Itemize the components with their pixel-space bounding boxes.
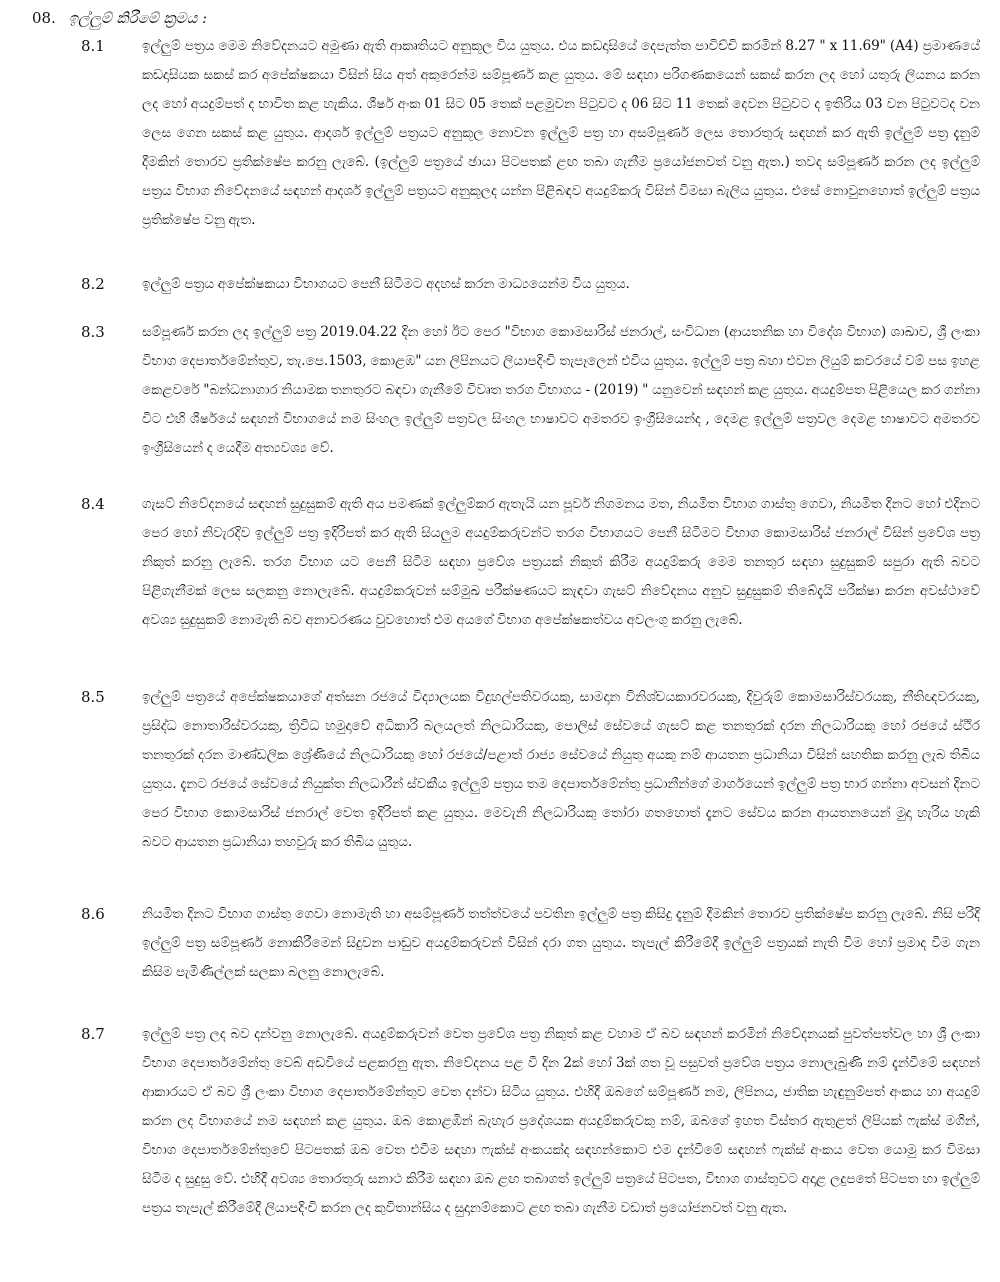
clause-number: 8.4	[81, 495, 105, 513]
clause-number: 8.1	[81, 37, 105, 55]
section-number: 08.	[32, 9, 56, 27]
clause-number: 8.6	[81, 905, 105, 923]
clause-number: 8.7	[81, 1025, 105, 1043]
clause-text: ඉල්ලුම් පත්‍රය අපේක්ෂකයා විභාගයට පෙනී සිටීමට අදහස් කරන මාධ්‍යයෙන්ම විය යුතුය.	[142, 276, 630, 292]
clause-text: ඉල්ලුම් පත්‍රය මෙම නිවේදනයට අමුණා ඇති ආකෘතියට අනුකූල විය යුතුය. එය කඩදාසියේ දෙපැත්ත පාවිච්චි කරමින් 8.27 " x 11.69" (A4) ප්‍රමාණයේ කඩදාසියක සකස් කර අපේක්ෂකයා විසින් සිය අත් අකුරෙන්ම සම්පූර්ණ කළ යුතුය. මේ සඳහා පරිගණකයෙන් සකස් කරන ලද හෝ යතුරු ලියනය කරන ලද හෝ අයදුම්පත් ද භාවිත කළ හැකිය. ශීර්ෂ අංක 01 සිට 05 තෙක් පළමුවන පිටුවට ද 06 සිට 11 තෙක් දෙවන පිටුවට ද ඉතිරිය 03 වන පිටුවටද වන ලෙස ගෙන සකස් කළ යුතුය. ආදර්ශ ඉල්ලුම් පත්‍රයට අනුකූල නොවන ඉල්ලුම් පත්‍ර හා අසම්පූර්ණ ලෙස තොරතුරු සඳහන් කර ඇති ඉල්ලුම් පත්‍ර දැනුම් දීමකින් තොරව ප්‍රතික්ෂේප කරනු ලැබේ. (ඉල්ලුම් පත්‍රයේ ඡායා පිටපතක් ළඟ තබා ගැනීම ප්‍රයෝජනවත් වනු ඇත.) තවද සම්පූර්ණ කරන ලද ඉල්ලුම් පත්‍රය විභාග නිවේදනයේ සඳහන් ආදර්ශ ඉල්ලුම් පත්‍රයට අනුකූලද යන්න පිළිබඳව අයදුම්කරු විසින් විමසා බැලිය යුතුය. එසේ නොවුනහොත් ඉල්ලුම් පත්‍රය ප්‍රතික්ෂේප වනු ඇත.	[142, 38, 980, 228]
clause-number: 8.5	[81, 688, 105, 706]
clause-text: සම්පූර්ණ කරන ලද ඉල්ලුම් පත්‍ර 2019.04.22 දින හෝ ඊට පෙර "විභාග කොමසාරිස් ජනරාල්, සංවිධාන (ආයතනික හා විදේශ විභාග) ශාඛාව, ශ්‍රී ලංකා විභාග දෙපාර්තමේන්තුව, තැ.පෙ.1503, කොළඹ" යන ලිපිනයට ලියාපදිංචි තැපෑලෙන් එවිය යුතුය. ඉල්ලුම් පත්‍ර බහා එවන ලියුම් කවරයේ වම් පස ඉහළ කෙළවරේ "බන්ධනාගාර නියාමක තනතුරට බඳවා ගැනීමේ විවෘත තරග විභාගය - (2019) " යනුවෙන් සඳහන් කළ යුතුය. අයදුම්පත පිළියෙල කර ගන්නා විට එහි ශීර්ෂයේ සඳහන් විභාගයේ නම සිංහල ඉල්ලුම් පත්‍රවල සිංහල භාෂාවට අමතරව ඉංග්‍රීසියෙන්ද , දෙමළ ඉල්ලුම් පත්‍රවල දෙමළ භාෂාවට අමතරව ඉංග්‍රීසියෙන් ද යෙදීම අත්‍යවශ්‍ය වේ.	[142, 324, 980, 456]
clause-number: 8.3	[81, 323, 105, 341]
section-title: ඉල්ලුම් කිරීමේ ක්‍රමය :	[68, 9, 208, 27]
clause-number: 8.2	[81, 275, 105, 293]
clause-text: ඉල්ලුම් පත්‍ර ලද බව දන්වනු නොලැබේ. අයදුම්කරුවන් වෙත ප්‍රවේශ පත්‍ර නිකුත් කළ වහාම ඒ බව සඳහන් කරමින් නිවේදනයක් පුවත්පත්වල හා ශ්‍රී ලංකා විභාග දෙපාර්තමේන්තු වෙබ් අඩවියේ පළකරනු ඇත. නිවේදනය පළ වී දින 2ක් හෝ 3ක් ගත වූ පසුවත් ප්‍රවේශ පත්‍රය නොලැබුණි නම් දැන්වීමේ සඳහන් ආකාරයට ඒ බව ශ්‍රී ලංකා විභාග දෙපාර්තමේන්තුව වෙත දන්වා සිටිය යුතුය. එහිදී ඔබගේ සම්පූර්ණ නම, ලිපිනය, ජාතික හැඳුනුම්පත් අංකය හා අයදුම් කරන ලද විභාගයේ නම සඳහන් කළ යුතුය. ඔබ කොළඹින් බැහැර ප්‍රදේශයක අයදුම්කරුවකු නම්, ඔබගේ ඉහත විස්තර ඇතුළත් ලිපියක් ෆැක්ස් මගින්, විභාග දෙපාර්තමේන්තුවේ පිටපතක් ඔබ වෙත එවීම සඳහා ෆැක්ස් අංකයක්ද සඳහන්කොට එම දැන්වීමේ සඳහන් ෆැක්ස් අංකය වෙත යොමු කර විමසා සිටීම ද සුදුසු වේ. එහිදී අවශ්‍ය තොරතුරු සනාථ කිරීම සඳහා ඔබ ළඟ තබාගත් ඉල්ලුම් පත්‍රයේ පිටපත, විභාග ගාස්තුවට අදාළ ලදුපතේ පිටපත හා ඉල්ලුම් පත්‍රය තැපැල් කිරීමේදී ලියාපදිංචි කරන ලද කුවිතාන්සිය ද සුදානම්කොට ළඟ තබා ගැනීම වඩාත් ප්‍රයෝජනවත් වනු ඇත.	[142, 1026, 980, 1216]
clause-text: නියමිත දිනට විභාග ගාස්තු ගෙවා නොමැති හා අසම්පූර්ණ තත්ත්වයේ පවතින ඉල්ලුම් පත්‍ර කිසිදු දැනුම් දීමකින් තොරව ප්‍රතික්ෂේප කරනු ලැබේ. නිසි පරිදි ඉල්ලුම් පත්‍ර සම්පූර්ණ නොකිරීමෙන් සිදුවන පාඩුව අයදුම්කරුවන් විසින් දරා ගත යුතුය. තැපැල් කිරීමේදී ඉල්ලුම් පත්‍රයක් නැති වීම හෝ ප්‍රමාද වීම ගැන කිසිම පැමිණිල්ලක් සලකා බලනු නොලැබේ.	[142, 906, 980, 980]
clause-text: ඉල්ලුම් පත්‍රයේ අපේක්ෂකයාගේ අත්සන රජයේ විද්‍යාලයක විදුහල්පතිවරයකු, සාමදාන විනිශ්චයකාරවරයකු, දිවුරුම් කොමසාරිස්වරයකු, නීතිඥවරයකු, ප්‍රසිද්ධ නොතාරිස්වරයකු, ත්‍රිවිධ හමුදාවේ අධිකාරි බලයලත් නිලධාරියකු, පොලිස් සේවයේ ගැසට් කළ තනතුරක් දරන නිලධාරියකු හෝ රජයේ ස්ථිර තනතුරක් දරන මාණ්ඩලික ශ්‍රේණියේ නිලධාරියකු හෝ රජයේ/පළාත් රාජ්‍ය සේවයේ නියුතු අයකු නම් ආයතන ප්‍රධානියා විසින් සහතික කරනු ලැබ තිබිය යුතුය. දැනට රජයේ සේවයේ නියුක්ත නිලධාරීන් ස්වකීය ඉල්ලුම් පත්‍රය තම දෙපාර්තමේන්තු ප්‍රධානීන්ගේ මාර්ගයෙන් ඉල්ලුම් පත්‍ර භාර ගන්නා අවසන් දිනට පෙර විභාග කොමසාරිස් ජනරාල් වෙත ඉදිරිපත් කළ යුතුය. මෙවැනි නිලධාරියකු තෝරා ගතහොත් දැනට සේවය කරන ආයතනයෙන් මුදා හැරිය හැකි බවට ආයතන ප්‍රධානියා තහවුරු කර තිබිය යුතුය.	[142, 689, 980, 850]
clause-text: ගැසට් නිවේදනයේ සඳහන් සුදුසුකම් ඇති අය පමණක් ඉල්ලුම්කර ඇතැයි යන පූර්ව නිගමනය මත, නියමිත විභාග ගාස්තු ගෙවා, නියමිත දිනට හෝ එදිනට පෙර හෝ නිවැරදිව ඉල්ලුම් පත්‍ර ඉදිරිපත් කර ඇති සියලුම අයදුම්කරුවන්ට තරග විභාගයට පෙනී සිටීමට විභාග කොමසාරිස් ජනරාල් විසින් ප්‍රවේශ පත්‍ර නිකුත් කරනු ලැබේ. තරග විභාග යට පෙනී සිටීම සඳහා ප්‍රවේශ පත්‍රයක් නිකුත් කිරීම අයදුම්කරු මෙම තනතුර සඳහා සුදුසුකම් සපුරා ඇති බවට පිළිගැනීමක් ලෙස සලකනු නොලැබේ. අයදුම්කරුවන් සම්මුඛ පරීක්ෂණයට කැඳවා ගැසට් නිවේදනය අනුව සුදුසුකම් තිබේදැයි පරීක්ෂා කරන අවස්ථාවේ අවශ්‍ය සුදුසුකම් නොමැති බව අනාවරණය වුවහොත් එම අයගේ විභාග අපේක්ෂකත්වය අවලංගු කරනු ලැබේ.	[142, 496, 980, 628]
section-heading	[32, 8, 207, 28]
